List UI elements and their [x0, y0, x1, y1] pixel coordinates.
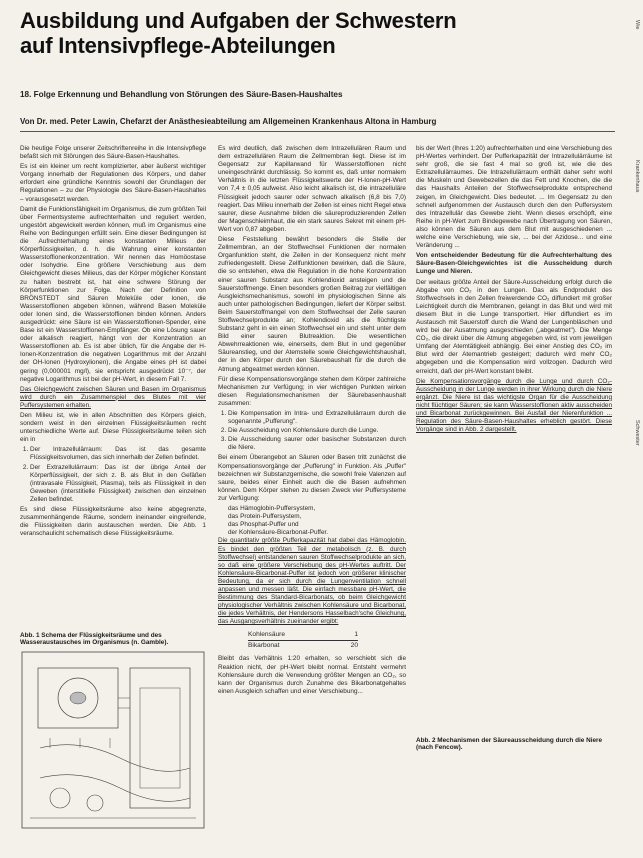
edge-mark: Schwester: [634, 420, 640, 446]
paragraph: Das Gleichgewicht zwischen Säuren und Basen im Organismus wird durch ein Zusammenspiel des Blutes mit vier Puffersystemen erhalten.: [20, 385, 206, 409]
fluid-space-list: [30, 446, 206, 504]
paragraph: Es ist ein kleiner um recht komplizierter, aber äußerst wichtiger Vorgang innerhalb der Regulationen des Körpers, und daher erfordert eine gründliche Kenntnis sowohl der Grundlagen der Regulationen – zu der Physiologie des Säure-Basen-Haushaltes – vorausgesetzt werden.: [20, 163, 206, 203]
ratio-label: Bikarbonat: [248, 642, 280, 650]
list-item: der Kohlensäure-Bicarbonat-Puffer.: [228, 529, 329, 537]
title-line-1: Ausbildung und Aufgaben der Schwestern: [20, 8, 457, 33]
figure-2-caption: Abb. 2 Mechanismen der Säureausscheidung durch die Niere (nach Fencow).: [416, 737, 603, 751]
buffer-ratio: [248, 630, 406, 651]
paragraph: Der weitaus größte Anteil der Säure-Ausscheidung erfolgt durch die Abgabe von CO₂ in den Lungen. Das als Endprodukt des Stoffwechsels in den Zellen freiwerdende CO₂ diffundiert mit großer Leichtigkeit durch die Membranen, gelangt in das Blut und wird mit diesem Blut in die Lunge transportiert. Hier diffundiert es im Austausch mit Sauerstoff durch die Wand der Lungenbläschen und wird bei der Ausatmung ausgeschieden („abgeatmet"). Die Menge CO₂, die direkt über die Atmung abgegeben wird, ist vom jeweiligen Umfang der Atemtätigkeit abhängig. Bei einer Anstieg des CO₂ im Blut wird der Atemantrieb gesteigert; dadurch wird mehr CO₂ abgegeben und die Kompensation wird vollzogen. Dadurch wird erreicht, daß der pH-Wert konstant bleibt.: [416, 278, 612, 375]
regulation-list: [228, 410, 406, 452]
paragraph: bis der Wert (Ihres 1:20) aufrechterhalten und eine Verschiebung des pH-Wertes verhindert. Der Pufferkapazität der Intrazellulärräume ist sehr groß, die sie fast 4 mal so groß ist, wie die des Extrazellulärraumes. Die Intrazellulärraum enthält daher sehr wohl die Muskeln und Gewebezellen die das Fett und Knochen, die die das Haushalts Anteilen der Stoffwechselprodukte entsprechend zeigen, im Gleichgewicht. Dies bedeutet. ... Im Gegensatz zu den schnell aufgenommen der Austausch durch den den Puffersystem des Intrazellulär das Gewebe zieht. Wenn dieses erschöpft, eine Reihe in pH-Wert zum Bindegewebe nach Übertragung von Säuren, also können die Säuren aus dem Blut mit ausgeschiedenen ... welche eine Verschiebung, wie sie, ... bei der Azidose... und eine Veränderung ...: [416, 145, 612, 250]
figure-1-caption: Abb. 1 Schema der Flüssigkeitsräume und des Wasseraustausches im Organismus (n. Gamble).: [20, 632, 169, 646]
paragraph: Bleibt das Verhältnis 1:20 erhalten, so verschiebt sich die Reaktion nicht, der pH-Wert bleibt normal. Entsteht vermehrt Kohlensäure durch die Verwendung größter Mengen an CO₂, so kann der Organismus durch Zunahme des Bikarbonatgehaltes einen Ausgleich schaffen und einer Verschiebung...: [218, 655, 406, 695]
buffer-list: [228, 505, 406, 537]
paragraph: Die Kompensationsvorgänge durch die Lunge und durch CO₂-Ausscheidung in der Lunge werden in ihrer Wirkung durch die Niere ergänzt. Die Niere ist das wichtigste Organ für die Ausscheidung nicht flüchtiger Säuren; sie kann Wasserstoffionen aktiv ausscheiden und Bicarbonat zurückgewinnen. Bei Ausfall der Nierenfunktion ... Regulation des Säure-Basen-Haushaltes erheblich gestört. Diese Vorgänge sind in Abb. 2 dargestellt.: [416, 377, 612, 434]
text-column-2: [218, 145, 406, 845]
article-author: Von Dr. med. Peter Lawin, Chefarzt der Anästhesieabteilung am Allgemeinen Krankenhaus Altona in Hamburg: [20, 117, 437, 126]
paragraph: Die heutige Folge unserer Zeitschriftenreihe in die Intensivpflege befaßt sich mit Störungen des Säure-Basen-Haushaltes.: [20, 145, 206, 161]
ratio-row-denominator: [248, 641, 358, 651]
paragraph: Die quantitativ größte Pufferkapazität hat dabei das Hämoglobin. Es bindet den größten Teil der metabolisch (z. B. durch Stoffwechsel) entstandenen sauren Stoffwechselprodukte an sich, so daß eine größere Verschiebung des pH-Wertes auftritt. Der Kohlensäure-Bicarbonat-Puffer ist jedoch von größerer klinischer Bedeutung, da er sich durch die Lungenventilation schnell anpassen und messen läßt. Die einfach messbare pH-Wert, die Bestimmung des Standard-Bicarbonats, ob beim Gleichgewicht physiologischer Verhältnis zwischen Kohlensäure und Bicarbonat, die jedes Verhältnis, der Hendersons Hasselbach'sche Gleichung, das Ausgangsverhältnis zueinander ergibt:: [218, 537, 406, 626]
list-item: 1. Die Kompensation im Intra- und Extrazellulärraum durch die sogenannte „Pufferung".: [228, 410, 406, 426]
article-subtitle: 18. Folge Erkennung und Behandlung von Störungen des Säure-Basen-Haushaltes: [20, 90, 343, 99]
paragraph: Bei einem Überangebot an Säuren oder Basen tritt zunächst die Kompensationsvorgänge der „Pufferung" in Funktion. Als „Puffer" bezeichnen wir Substanzgemische, die sowohl freie Valenzen auf saure, beides einer Einheit auch die die Basen aufnehmen können. Dem Körper stehen zu diesen Zweck vier Puffersysteme zur Verfügung:: [218, 454, 406, 502]
title-line-2: auf Intensivpflege-Abteilungen: [20, 33, 336, 58]
edge-mark: Krankenhaus: [634, 160, 640, 193]
list-item: das Hämoglobin-Puffersystem,: [228, 505, 316, 513]
paragraph: Für diese Kompensationsvorgänge stehen dem Körper zahlreiche Mechanismen zur Verfügung; in vier wichtigen Punkten wirken diesen Regulationsmechanismen der Säurebasenhaushalt zusammen:: [218, 375, 406, 407]
paragraph: Damit die Funktionsfähigkeit im Organismus, die zum größten Teil über Fermentsysteme aufrechterhalten und reguliert werden, ungestört abgewickelt werden können, muß im Organismus eine Reihe von Bedingungen erfüllt sein. Eine dieser Bedingungen ist die Aufrechterhaltung eines konstanten Milieus der Körperflüssigkeiten, d. h. die Wahrung einer konstanten Wasserstoffionenkonzentration. Wir nennen das Homöostase oder Isohydrie. Eine größere Verschiebung aus dem Gleichgewicht dieses Milieus, das der Körper möglicher Konstant zu halten bestrebt ist, hat eine schwere Störung der Körperfunktionen zur Folge. Nach der Definition von BRÖNSTEDT sind Säuren Moleküle oder Ionen, die Wasserstoffionen abgeben können, während Basen Moleküle oder Ionen sind, die Wasserstoffionen binden können. Anders ausgedrückt: eine Säure ist ein Wasserstoffionen-Spender, eine Base ist ein Wasserstoffionen-Empfänger. Ob eine Lösung sauer oder alkalisch reagiert, hängt von der Konzentration an Wasserstoffionen ab. Es ist aber üblich, für die Angabe der H-Ionen-Konzentration die negativen Logarithmus mit der Anzahl der OH-Ionen (Hydroxylionen), die Angabe eines pH ist dabei gering (0,000001 mg/l), sie entspricht ausgedrückt 10⁻⁷, der negative Logarithmus ist bei der pH-Wert, in diesem Fall 7.: [20, 205, 206, 383]
paragraph: Diese Feststellung bewährt besonders die Stelle der Zellmembran, an der Stoffwechsel Funktionen der normalen Organfunktion steht, die Zellen in der Konsequenz nicht mehr zufriedengestellt. Diese Zellfunktionen bewirken, daß die Säure, die so entstehen, etwa die Regulation in die hohe Konzentration einer sauren Substanz aus Kohlendioxid ansteigen und die Sauerstoffmenge. Einen besonders großen Beitrag zur vielfältigen Ausgleichsmechanismus, sowohl im physiologischen Sinne als auch unter pathologischen Bedingungen, liefert der Körper selbst. Beim Sauerstoffmangel von dem Stoffwechsel der Zelle sauren Stoffwechselprodukte an; Kohlendioxid als die flüchtigste Substanz geht in ein einen Stoffwechsel ein und steht unter dem Bild einer sauren Blutreaktion. Die wesentlichen Abwehrreaktionen wie, einerseits, dem Blut in und gegenüber Säureanstieg, und der Atemstelle sowie Gleichgewichtshaushalt, der in den Körper durch den Säurebaushalt für die durch die Atmung abgeatmet werden können.: [218, 236, 406, 373]
paragraph: Es sind diese Flüssigkeitsräume also keine abgegrenzte, zusammenhängende Räume, sondern ineinander eingreifende, die Flüssigkeiten darin austauschen werden. Die Abb. 1 veranschaulicht schematisch diese Flüssigkeitsräume.: [20, 506, 206, 538]
list-item: 3. Die Ausscheidung saurer oder basischer Substanzen durch die Niere.: [228, 436, 406, 452]
ratio-label: Kohlensäure: [248, 631, 286, 639]
paragraph: Es wird deutlich, daß zwischen dem Intrazellulären Raum und dem extrazellulären Raum die Zellmembran liegt. Diese ist im Gegensatz zur Kapillarwand für Wasserstoffionen nicht uneingeschränkt durchlässig. So kommt es, daß unter normalem Verhältnis in die letzten Flüssigkeitswerte der H-Ionen-pH-Wert von 7,4 ± 0,05 aufweist. Also leicht alkalisch ist, die intrazelluläre Flüssigkeit jedoch saurer oder schwach alkalisch (6,8 bis 7,0) reagiert. Das Milieu innerhalb der Zellen ist eines nicht Regel etwa saurer, diese Ausnahme bilden die säureproduzierenden Zellen der Magenschleimhaut, die ein stark saures Sekret mit einem pH-Wert von 0,87 abgeben.: [218, 145, 406, 233]
page-edge: [625, 0, 643, 858]
paragraph: Von entscheidender Bedeutung für die Aufrechterhaltung des Säure-Basen-Gleichgewichtes ist die Ausscheidung durch Lunge und Nieren.: [416, 252, 612, 276]
paragraph: Den Milieu ist, wie in allen Abschnitten des Körpers gleich, sondern weist in den einzelnen Flüssigkeitsräumen recht unterschiedliche Werte auf. Diese Flüssigkeitsräume teilen sich ein in: [20, 412, 206, 444]
header-divider: [20, 131, 615, 132]
fluid-compartment-diagram: [20, 648, 206, 833]
ratio-row-numerator: [248, 630, 358, 640]
list-item: 1. Der Intrazellulärraum: Das ist das gesamte Flüssigkeitsvolumen, das sich innerhalb der Zellen befindet.: [30, 446, 206, 462]
list-item: das Phosphat-Puffer und: [228, 521, 299, 529]
ratio-value: 1: [354, 631, 358, 639]
ratio-value: 20: [350, 642, 358, 650]
edge-mark: Wie: [634, 20, 640, 30]
figure-2: [416, 733, 612, 848]
list-item: 2. Der Extrazellulärraum: Das ist der übrige Anteil der Körperflüssigkeit, der sich z. B. als Blut in den Gefäßen (intravasale Flüssigkeit, Plasma), teils als Flüssigkeit in den Geweben (interstitielle Flüssigkeit) zwischen den einzelnen Zellen befindet.: [30, 464, 206, 504]
list-item: das Protein-Puffersystem,: [228, 513, 302, 521]
article-title: [20, 8, 620, 58]
figure-1: [20, 628, 206, 843]
list-item: 2. Die Ausscheidung von Kohlensäure durch die Lunge.: [228, 427, 406, 435]
